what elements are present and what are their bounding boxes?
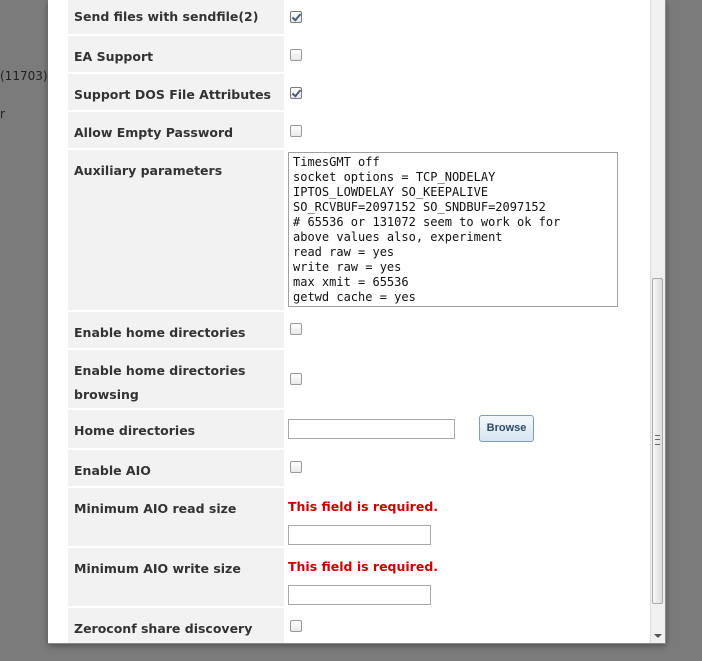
row-auxiliary-parameters <box>68 150 633 310</box>
dos-attributes-label: Support DOS File Attributes <box>68 74 284 110</box>
dialog-scrollbar[interactable] <box>650 0 665 643</box>
empty-password-checkbox[interactable] <box>290 125 302 137</box>
home-directories-input[interactable] <box>288 419 455 439</box>
auxiliary-parameters-label: Auxiliary parameters <box>68 150 284 310</box>
zeroconf-share-discovery-checkbox[interactable] <box>290 620 302 632</box>
ea-support-label: EA Support <box>68 36 284 72</box>
row-enable-home-directories <box>68 312 633 348</box>
min-aio-write-size-input[interactable] <box>288 585 431 605</box>
row-sendfile <box>68 0 633 34</box>
min-aio-write-size-label: Minimum AIO write size <box>68 548 284 606</box>
background-text-fragment: (11703) <box>0 69 48 83</box>
enable-aio-label: Enable AIO <box>68 450 284 486</box>
settings-dialog <box>48 0 666 644</box>
aio-read-error-message: This field is required. <box>288 499 439 514</box>
row-empty-password <box>68 112 633 148</box>
enable-home-directories-checkbox[interactable] <box>290 323 302 335</box>
scrollbar-thumb[interactable] <box>652 278 663 604</box>
enable-aio-checkbox[interactable] <box>290 461 302 473</box>
ea-support-checkbox[interactable] <box>290 49 302 61</box>
empty-password-label: Allow Empty Password <box>68 112 284 148</box>
background-text-fragment-2: r <box>0 107 5 121</box>
aio-write-error-message: This field is required. <box>288 559 439 574</box>
enable-home-directories-label: Enable home directories <box>68 312 284 348</box>
row-home-directories-browsing <box>68 350 633 408</box>
row-min-aio-read-size <box>68 488 633 546</box>
row-enable-aio <box>68 450 633 486</box>
row-dos-attributes <box>68 74 633 110</box>
grip-icon <box>655 435 660 445</box>
min-aio-read-size-input[interactable] <box>288 525 431 545</box>
row-home-directories <box>68 410 633 448</box>
browse-button[interactable]: Browse <box>479 415 534 442</box>
home-directories-browsing-checkbox[interactable] <box>290 373 302 385</box>
row-zeroconf-share-discovery <box>68 608 633 643</box>
auxiliary-parameters-textarea[interactable] <box>288 152 618 307</box>
home-directories-browsing-label: Enable home directories browsing <box>68 350 284 408</box>
home-directories-label: Home directories <box>68 410 284 448</box>
min-aio-read-size-label: Minimum AIO read size <box>68 488 284 546</box>
row-ea-support <box>68 36 633 72</box>
scroll-down-arrow-icon[interactable] <box>654 634 662 638</box>
zeroconf-share-discovery-label: Zeroconf share discovery <box>68 608 284 643</box>
sendfile-label: Send files with sendfile(2) <box>68 0 284 34</box>
dos-attributes-checkbox[interactable] <box>290 87 302 99</box>
sendfile-checkbox[interactable] <box>290 11 302 23</box>
row-min-aio-write-size <box>68 548 633 606</box>
